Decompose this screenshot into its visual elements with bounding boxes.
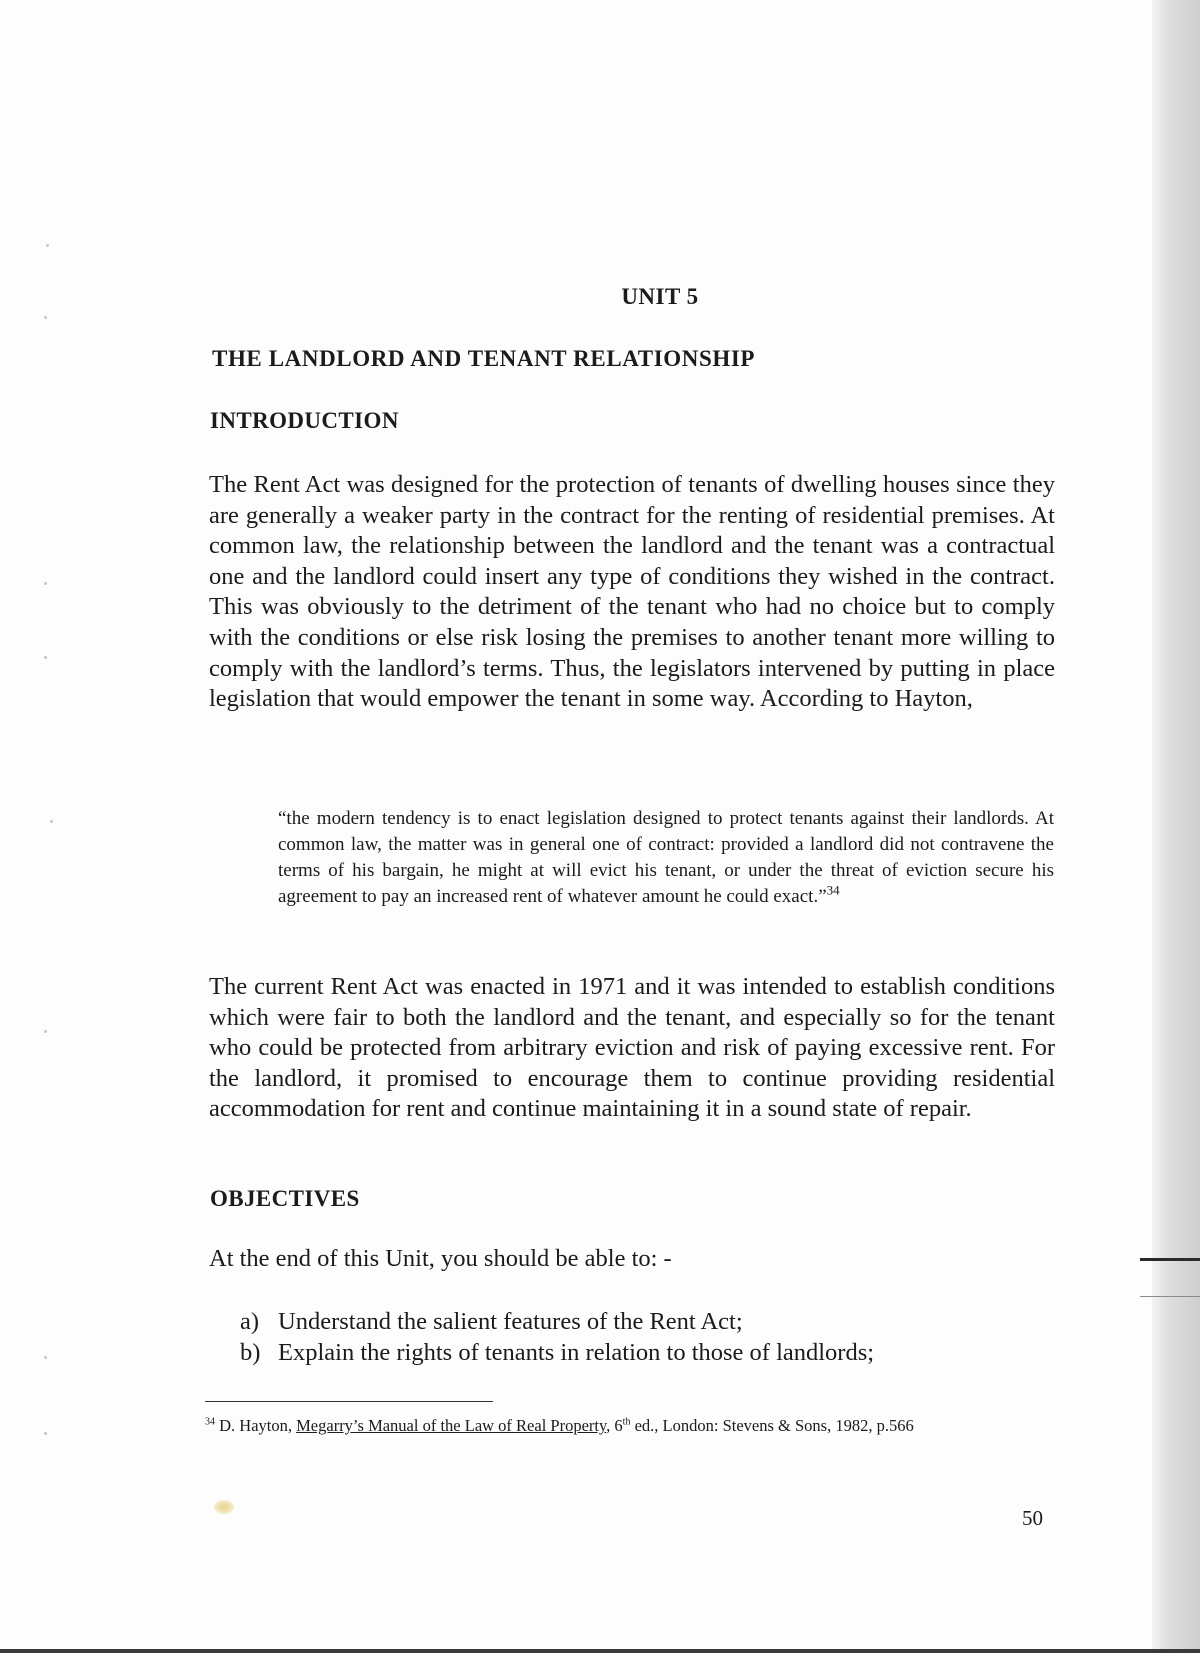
footnote-edition: 6 — [614, 1416, 623, 1435]
page-number: 50 — [1022, 1506, 1043, 1530]
footnote-number: 34 — [205, 1416, 215, 1428]
list-marker: a) — [240, 1308, 260, 1335]
scan-speck — [46, 244, 49, 247]
scan-smudge — [214, 1500, 234, 1514]
list-marker: b) — [240, 1339, 261, 1366]
scan-speck — [44, 1030, 47, 1033]
scan-speck — [44, 582, 47, 585]
footnote-publication: ed., London: Stevens & Sons, 1982, p.566 — [634, 1416, 914, 1435]
scan-speck — [44, 316, 47, 319]
scan-bottom-edge — [0, 1649, 1200, 1653]
list-item-text: Understand the salient features of the Rent Act; — [278, 1308, 743, 1335]
rent-act-paragraph: The current Rent Act was enacted in 1971 and it was intended to establish conditions which were fair to both the landlord and the tenant, and especially so for the tenant who could be protected from arbitrary eviction and risk of paying excessive rent. For the landlord, it promised to encourage them to continue providing residential accommodation for rent and continue maintaining it in a sound state of repair. — [209, 973, 1055, 1123]
list-item-text: Explain the rights of tenants in relation to those of landlords; — [278, 1339, 875, 1366]
footnote-book-title: Megarry’s Manual of the Law of Real Property — [296, 1416, 607, 1435]
introduction-heading: INTRODUCTION — [210, 408, 399, 433]
scan-edge-line — [1140, 1296, 1200, 1297]
scan-speck — [50, 820, 53, 823]
footnote-separator — [205, 1401, 493, 1402]
scan-speck — [44, 1432, 47, 1435]
list-item — [240, 1306, 874, 1337]
scan-edge-shadow — [1152, 0, 1200, 1653]
block-quote — [278, 806, 1054, 910]
footnote-reference: 34 — [826, 882, 840, 898]
list-item — [240, 1337, 874, 1368]
scan-speck — [44, 656, 47, 659]
page-title: THE LANDLORD AND TENANT RELATIONSHIP — [212, 346, 756, 371]
scan-speck — [44, 1356, 47, 1359]
quote-text: “the modern tendency is to enact legislation designed to protect tenants against their landlords. At common law, the matter was in general one of contract: provided a landlord did not contravene the terms of his bargain, he might at will evict his tenant, or under the threat of eviction secure his agreement to pay an increased rent of whatever amount he could exact.” — [278, 808, 1054, 907]
footnote-author: D. Hayton, — [219, 1416, 292, 1435]
objectives-heading: OBJECTIVES — [210, 1186, 360, 1211]
objectives-list — [240, 1306, 874, 1368]
scan-edge-mark — [1140, 1258, 1200, 1261]
introduction-paragraph: The Rent Act was designed for the protection of tenants of dwelling houses since they are generally a weaker party in the contract for the renting of residential premises. At common law, the relationship between the landlord and the tenant was a contractual one and the landlord could insert any type of conditions they wished in the contract. This was obviously to the detriment of the tenant who had no choice but to comply with the conditions or else risk losing the premises to another tenant more willing to comply with the landlord’s terms. Thus, the legislators intervened by putting in place legislation that would empower the tenant in some way. According to Hayton, — [209, 471, 1055, 713]
footnote: $^{34}$ D. Hayton, Megarry’s Manual of the Law of Real Property, 6th ed., London: Stevens & Sons, 1982, p.566 — [205, 1416, 914, 1435]
footnote-edition-suffix: th — [622, 1416, 631, 1428]
unit-heading: UNIT 5 — [621, 284, 699, 309]
objectives-intro: At the end of this Unit, you should be able to: - — [209, 1245, 672, 1272]
